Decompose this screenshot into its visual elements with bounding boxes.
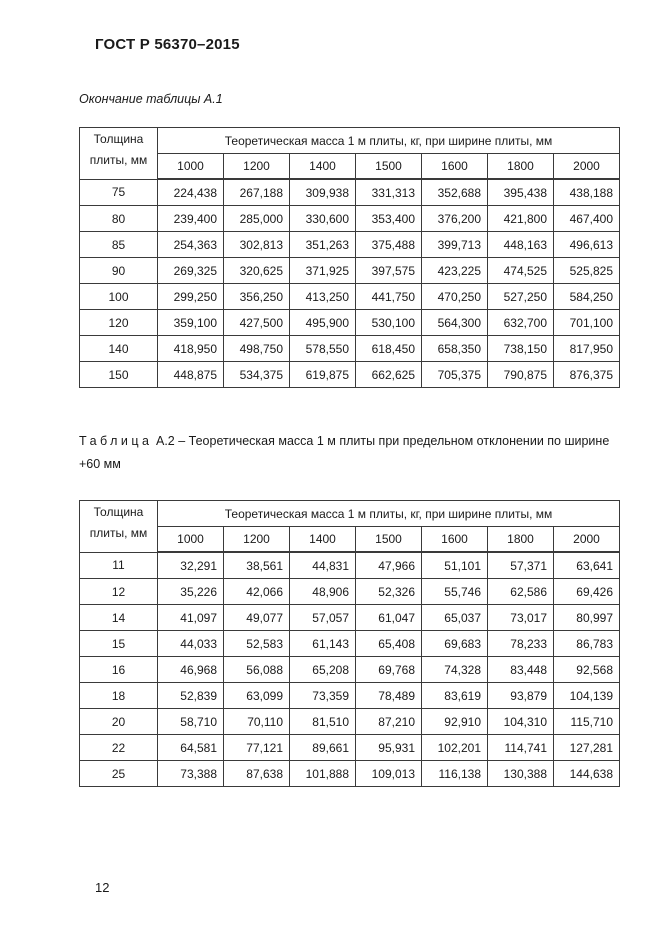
mass-value-cell: 413,250 — [290, 284, 356, 310]
mass-value-cell: 83,448 — [488, 657, 554, 683]
thickness-header — [80, 128, 158, 180]
mass-value-cell: 299,250 — [158, 284, 224, 310]
table-row — [80, 336, 620, 362]
table-body — [80, 179, 620, 388]
mass-value-cell: 790,875 — [488, 362, 554, 388]
width-header: 1600 — [422, 154, 488, 180]
mass-value-cell: 584,250 — [554, 284, 620, 310]
mass-value-cell: 448,875 — [158, 362, 224, 388]
mass-value-cell: 395,438 — [488, 179, 554, 206]
thickness-cell: 20 — [80, 709, 158, 735]
mass-value-cell: 35,226 — [158, 579, 224, 605]
mass-value-cell: 57,371 — [488, 552, 554, 579]
mass-header: Теоретическая масса 1 м плиты, кг, при ширине плиты, мм — [158, 501, 620, 527]
mass-value-cell: 65,408 — [356, 631, 422, 657]
mass-value-cell: 63,641 — [554, 552, 620, 579]
mass-value-cell: 658,350 — [422, 336, 488, 362]
mass-value-cell: 115,710 — [554, 709, 620, 735]
mass-value-cell: 534,375 — [224, 362, 290, 388]
mass-value-cell: 267,188 — [224, 179, 290, 206]
mass-value-cell: 70,110 — [224, 709, 290, 735]
mass-value-cell: 470,250 — [422, 284, 488, 310]
mass-value-cell: 77,121 — [224, 735, 290, 761]
mass-value-cell: 619,875 — [290, 362, 356, 388]
thickness-cell: 100 — [80, 284, 158, 310]
table2-caption-number: А.2 — [156, 434, 175, 448]
table-row — [80, 735, 620, 761]
mass-value-cell: 467,400 — [554, 206, 620, 232]
mass-value-cell: 86,783 — [554, 631, 620, 657]
thickness-header-line2: плиты, мм — [89, 153, 148, 167]
mass-value-cell: 527,250 — [488, 284, 554, 310]
mass-value-cell: 42,066 — [224, 579, 290, 605]
mass-value-cell: 55,746 — [422, 579, 488, 605]
thickness-cell: 15 — [80, 631, 158, 657]
mass-value-cell: 530,100 — [356, 310, 422, 336]
width-header: 1000 — [158, 527, 224, 553]
width-header: 1400 — [290, 154, 356, 180]
table-row — [80, 310, 620, 336]
mass-value-cell: 876,375 — [554, 362, 620, 388]
mass-value-cell: 80,997 — [554, 605, 620, 631]
width-header: 1200 — [224, 154, 290, 180]
mass-header: Теоретическая масса 1 м плиты, кг, при ширине плиты, мм — [158, 128, 620, 154]
width-header: 2000 — [554, 154, 620, 180]
thickness-cell: 11 — [80, 552, 158, 579]
mass-value-cell: 101,888 — [290, 761, 356, 787]
mass-value-cell: 61,143 — [290, 631, 356, 657]
width-header: 1800 — [488, 527, 554, 553]
table-row — [80, 761, 620, 787]
table2-caption-text: – Теоретическая масса 1 м плиты при предельном отклонении по ширине +60 мм — [79, 434, 610, 471]
mass-value-cell: 285,000 — [224, 206, 290, 232]
mass-value-cell: 302,813 — [224, 232, 290, 258]
mass-value-cell: 399,713 — [422, 232, 488, 258]
mass-value-cell: 52,839 — [158, 683, 224, 709]
mass-value-cell: 738,150 — [488, 336, 554, 362]
mass-value-cell: 662,625 — [356, 362, 422, 388]
mass-value-cell: 438,188 — [554, 179, 620, 206]
mass-value-cell: 309,938 — [290, 179, 356, 206]
mass-value-cell: 421,800 — [488, 206, 554, 232]
table-row — [80, 631, 620, 657]
page-number: 12 — [95, 880, 110, 895]
mass-value-cell: 69,768 — [356, 657, 422, 683]
thickness-cell: 140 — [80, 336, 158, 362]
mass-value-cell: 51,101 — [422, 552, 488, 579]
mass-value-cell: 44,831 — [290, 552, 356, 579]
table-body — [80, 552, 620, 787]
mass-value-cell: 525,825 — [554, 258, 620, 284]
mass-value-cell: 48,906 — [290, 579, 356, 605]
mass-value-cell: 352,688 — [422, 179, 488, 206]
mass-value-cell: 74,328 — [422, 657, 488, 683]
table-row — [80, 605, 620, 631]
table2-caption — [79, 430, 624, 476]
mass-value-cell: 57,057 — [290, 605, 356, 631]
mass-value-cell: 63,099 — [224, 683, 290, 709]
width-header: 1500 — [356, 154, 422, 180]
mass-value-cell: 498,750 — [224, 336, 290, 362]
mass-value-cell: 46,968 — [158, 657, 224, 683]
width-header: 2000 — [554, 527, 620, 553]
mass-value-cell: 65,037 — [422, 605, 488, 631]
mass-value-cell: 254,363 — [158, 232, 224, 258]
thickness-cell: 25 — [80, 761, 158, 787]
thickness-header-line2: плиты, мм — [89, 526, 148, 540]
table-row — [80, 709, 620, 735]
mass-value-cell: 130,388 — [488, 761, 554, 787]
mass-value-cell: 427,500 — [224, 310, 290, 336]
mass-value-cell: 93,879 — [488, 683, 554, 709]
mass-value-cell: 705,375 — [422, 362, 488, 388]
table-row — [80, 579, 620, 605]
mass-value-cell: 496,613 — [554, 232, 620, 258]
mass-value-cell: 356,250 — [224, 284, 290, 310]
thickness-cell: 150 — [80, 362, 158, 388]
mass-value-cell: 73,017 — [488, 605, 554, 631]
mass-value-cell: 353,400 — [356, 206, 422, 232]
mass-value-cell: 239,400 — [158, 206, 224, 232]
mass-value-cell: 83,619 — [422, 683, 488, 709]
mass-value-cell: 87,210 — [356, 709, 422, 735]
mass-value-cell: 92,568 — [554, 657, 620, 683]
thickness-cell: 90 — [80, 258, 158, 284]
mass-value-cell: 92,910 — [422, 709, 488, 735]
thickness-cell: 16 — [80, 657, 158, 683]
mass-value-cell: 65,208 — [290, 657, 356, 683]
mass-value-cell: 52,583 — [224, 631, 290, 657]
mass-value-cell: 376,200 — [422, 206, 488, 232]
thickness-header-line1: Толщина — [93, 132, 144, 146]
table-row — [80, 362, 620, 388]
mass-value-cell: 32,291 — [158, 552, 224, 579]
thickness-cell: 120 — [80, 310, 158, 336]
thickness-cell: 14 — [80, 605, 158, 631]
thickness-cell: 80 — [80, 206, 158, 232]
mass-value-cell: 104,310 — [488, 709, 554, 735]
mass-value-cell: 423,225 — [422, 258, 488, 284]
mass-value-cell: 58,710 — [158, 709, 224, 735]
width-header: 1600 — [422, 527, 488, 553]
mass-value-cell: 49,077 — [224, 605, 290, 631]
mass-value-cell: 73,388 — [158, 761, 224, 787]
mass-value-cell: 116,138 — [422, 761, 488, 787]
mass-value-cell: 64,581 — [158, 735, 224, 761]
mass-value-cell: 330,600 — [290, 206, 356, 232]
table-row — [80, 206, 620, 232]
mass-value-cell: 38,561 — [224, 552, 290, 579]
mass-value-cell: 320,625 — [224, 258, 290, 284]
table-row — [80, 179, 620, 206]
table-a1-end — [79, 127, 620, 388]
thickness-cell: 18 — [80, 683, 158, 709]
mass-value-cell: 109,013 — [356, 761, 422, 787]
mass-value-cell: 397,575 — [356, 258, 422, 284]
mass-value-cell: 69,426 — [554, 579, 620, 605]
mass-value-cell: 78,489 — [356, 683, 422, 709]
thickness-cell: 85 — [80, 232, 158, 258]
table-a2 — [79, 500, 620, 787]
table-row — [80, 552, 620, 579]
mass-value-cell: 44,033 — [158, 631, 224, 657]
mass-value-cell: 618,450 — [356, 336, 422, 362]
thickness-header-line1: Толщина — [93, 505, 144, 519]
thickness-header — [80, 501, 158, 553]
mass-value-cell: 701,100 — [554, 310, 620, 336]
mass-value-cell: 375,488 — [356, 232, 422, 258]
mass-value-cell: 418,950 — [158, 336, 224, 362]
mass-value-cell: 371,925 — [290, 258, 356, 284]
mass-value-cell: 564,300 — [422, 310, 488, 336]
table2-caption-label: Таблица — [79, 434, 153, 448]
width-header: 1500 — [356, 527, 422, 553]
mass-value-cell: 448,163 — [488, 232, 554, 258]
mass-value-cell: 81,510 — [290, 709, 356, 735]
mass-value-cell: 52,326 — [356, 579, 422, 605]
table-row — [80, 683, 620, 709]
mass-value-cell: 144,638 — [554, 761, 620, 787]
mass-value-cell: 89,661 — [290, 735, 356, 761]
width-header: 1800 — [488, 154, 554, 180]
document-header: ГОСТ Р 56370–2015 — [95, 36, 240, 53]
mass-value-cell: 61,047 — [356, 605, 422, 631]
mass-value-cell: 69,683 — [422, 631, 488, 657]
mass-value-cell: 41,097 — [158, 605, 224, 631]
mass-value-cell: 87,638 — [224, 761, 290, 787]
table1-caption: Окончание таблицы А.1 — [79, 92, 223, 106]
mass-value-cell: 102,201 — [422, 735, 488, 761]
mass-value-cell: 78,233 — [488, 631, 554, 657]
mass-value-cell: 632,700 — [488, 310, 554, 336]
table-row — [80, 232, 620, 258]
mass-value-cell: 114,741 — [488, 735, 554, 761]
mass-value-cell: 441,750 — [356, 284, 422, 310]
mass-value-cell: 95,931 — [356, 735, 422, 761]
mass-value-cell: 56,088 — [224, 657, 290, 683]
width-header: 1400 — [290, 527, 356, 553]
table-row — [80, 258, 620, 284]
width-header-row — [80, 154, 620, 180]
mass-value-cell: 104,139 — [554, 683, 620, 709]
mass-value-cell: 331,313 — [356, 179, 422, 206]
mass-value-cell: 47,966 — [356, 552, 422, 579]
mass-value-cell: 62,586 — [488, 579, 554, 605]
mass-value-cell: 269,325 — [158, 258, 224, 284]
thickness-cell: 75 — [80, 179, 158, 206]
width-header-row — [80, 527, 620, 553]
mass-value-cell: 224,438 — [158, 179, 224, 206]
table-row — [80, 657, 620, 683]
mass-value-cell: 351,263 — [290, 232, 356, 258]
width-header: 1000 — [158, 154, 224, 180]
mass-value-cell: 817,950 — [554, 336, 620, 362]
mass-value-cell: 359,100 — [158, 310, 224, 336]
mass-value-cell: 474,525 — [488, 258, 554, 284]
thickness-cell: 22 — [80, 735, 158, 761]
width-header: 1200 — [224, 527, 290, 553]
table-row — [80, 284, 620, 310]
mass-value-cell: 495,900 — [290, 310, 356, 336]
mass-value-cell: 578,550 — [290, 336, 356, 362]
mass-value-cell: 73,359 — [290, 683, 356, 709]
mass-value-cell: 127,281 — [554, 735, 620, 761]
thickness-cell: 12 — [80, 579, 158, 605]
